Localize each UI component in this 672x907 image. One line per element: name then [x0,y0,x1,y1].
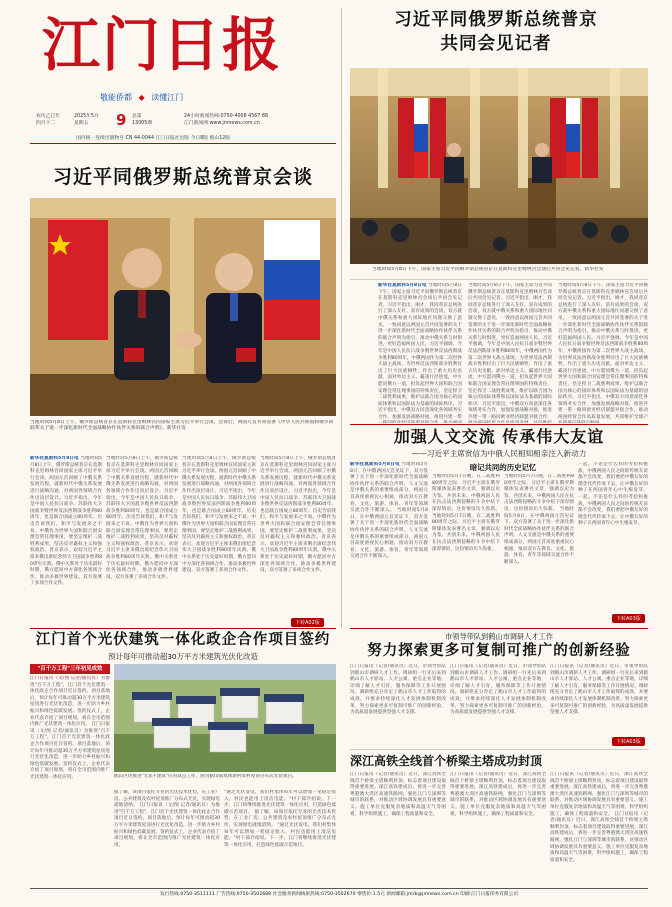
survey-story-body: 江门日报讯（记者/通讯员）近日，市领导带队到鹤山市调研人才工作。调研组一行先后来到鹤山市人才驿站、人才公寓、重点企业等地，详细了解人才引育、服务保障等工作开展情况。调研组充分肯定了鹤山市人才工作取得的成效，并要求持续深化人才发展体制机制改革，努力探索更多可复制可推广的创新经验，为高质量发展提供坚强人才支撑。 [350,664,446,716]
history-sidebar-body-col2: 当地时间5月7日晚，在二战胜利80周年之际，习近平主席在俄罗斯媒体发表署名文章，强调以史为鉴、共创未来。中俄两国人民在抗击法西斯侵略的斗争中结下深厚情谊，这份情谊历久弥新。 当地时间5月8日，在中俄两国元首见证下，双方签署了关于进一步深化新时代全面战略协作伙伴关系的联合声明。人文交流是中俄关系的重要组成部分，两国元首高度重视民心相通，推动双方在教育、文化、旅游、体育、青年等领域交流合作不断深入。 [504,474,574,565]
main-story-body-continued-2: 当地时间5月8日上午，俄罗斯总统普京在莫斯科克里姆林宫同国家主席习近平举行会谈。两国元首回顾了中俄关系发展历程，就新时代中俄关系发展进行战略沟通，对两国各领域合作作出顶层设计。习近平指出，今年是中国人民抗日战争、苏联伟大卫国战争暨世界反法西斯战争胜利80周年，也是联合国成立80周年。历史告诉我们，和平与发展来之不易。中俄作为世界大国和联合国安理会常任理事国，要坚定维护二战胜利成果，坚决反对霸权主义和强权政治。普京表示，欢迎习近平主席来俄出席纪念伟大卫国战争胜利80周年庆典。俄中关系处于历史最好时期，俄方愿同中方深化各领域合作，推动多极世界建设。双方签署了多项合作文件。 [182,456,256,574]
exchange-story-rule [350,424,648,425]
survey-story-body-col1 [350,664,446,744]
main-story-body-col4 [260,456,336,616]
history-sidebar-title: 暗记共同的历史记忆 [469,463,537,472]
issue-number: 13005期 [132,121,153,126]
press-conference-photo [350,68,648,264]
cn-line: 国内统一连续出版物号 CN 44-0044 江门日报社出版 今日8版 鹤山12版 [76,136,231,141]
exchange-story-byline: 新华社莫斯科5月8日电 [350,462,400,467]
project-story-body-col1: 江门日报讯（文/图 记者/通讯员）为推进"百千万工程"，江门首个光伏建筑一体化政企合作项目近日签约。项目落地后，预计每年可推动超30万平方米建筑屋顶进行光伏化改造，进一步助力乡村振兴和绿色低碳发展。签约仪式上，企业代表介绍了项目规划，将在全市范围内推广光伏建筑一体化应用。 江门日报讯（文/图 记者/通讯员）为推进"百千万工程"，江门首个光伏建筑一体化政企合作项目近日签约。项目落地后，预计每年可推动超30万平方米建筑屋顶进行光伏化改造，进一步助力乡村振兴和绿色低碳发展。签约仪式上，企业代表介绍了项目规划，将在全市范围内推广光伏建筑一体化应用。 [30,676,110,780]
project-story-headline: 江门首个光伏建筑一体化政企合作项目签约 [35,631,331,648]
rail-story-body-col1 [350,772,446,886]
history-sidebar [432,462,574,622]
rail-story-body-col3: 江门日报讯（记者/通讯员）近日，深江高铁全线首个桥梁主塔顺利封顶，标志着项目建设取得重要进展。深江高铁建成后，将进一步完善粤港澳大湾区高速铁路网，强化江门与深圳等城市的联系，对推动区域协调发展具有重要意义。施工单位克服复杂地质和高温天气等困难，科学组织施工，确保工程质量和安全。 江门日报讯（记者/通讯员）近日，深江高铁全线首个桥梁主塔顺利封顶，标志着项目建设取得重要进展。深江高铁建成后，将进一步完善粤港澳大湾区高速铁路网，强化江门与深圳等城市的联系，对推动区域协调发展具有重要意义。施工单位克服复杂地质和高温天气等困难，科学组织施工，确保工程质量和安全。 [550,772,648,863]
campaign-tag: "百千万工程"三年初见成效 [30,664,110,674]
slogan [100,92,183,103]
rail-story-headline: 深江高铁全线首个桥梁主塔成功封顶 [350,754,543,768]
masthead-rule [30,143,336,144]
hotline: 24小时新闻热线:0750-4008 4567 88 [184,114,269,119]
survey-story-continue-link[interactable]: 下转A03版 [612,737,645,746]
top-story-body-col1 [378,283,462,423]
main-story-body-col1 [30,456,102,622]
main-story-body-continued-3: 当地时间5月8日上午，俄罗斯总统普京在莫斯科克里姆林宫同国家主席习近平举行会谈。两国元首回顾了中俄关系发展历程，就新时代中俄关系发展进行战略沟通，对两国各领域合作作出顶层设计。习近平指出，今年是中国人民抗日战争、苏联伟大卫国战争暨世界反法西斯战争胜利80周年，也是联合国成立80周年。历史告诉我们，和平与发展来之不易。中俄作为世界大国和联合国安理会常任理事国，要坚定维护二战胜利成果，坚决反对霸权主义和强权政治。普京表示，欢迎习近平主席来俄出席纪念伟大卫国战争胜利80周年庆典。俄中关系处于历史最好时期，俄方愿同中方深化各领域合作，推动多极世界建设。双方签署了多项合作文件。 [260,456,336,574]
survey-story-body-col3: 江门日报讯（记者/通讯员）近日，市领导带队到鹤山市调研人才工作。调研组一行先后来到鹤山市人才驿站、人才公寓、重点企业等地，详细了解人才引育、服务保障等工作开展情况。调研组充分肯定了鹤山市人才工作取得的成效，并要求持续深化人才发展体制机制改革，努力探索更多可复制可推广的创新经验，为高质量发展提供坚强人才支撑。 [550,664,648,716]
exchange-story-body: 当地时间5月8日，在中俄两国元首见证下，双方签署了关于进一步深化新时代全面战略协作伙伴关系的联合声明。人文交流是中俄关系的重要组成部分，两国元首高度重视民心相通，推动双方在教育、文化、旅游、体育、青年等领域交流合作不断深入。 [350,462,428,514]
survey-story-rule [350,628,648,629]
exchange-story-subtitle: ——习近平主席赏信为中俄人民相知相亲注入新动力 [411,449,587,458]
exchange-story-continue-link[interactable]: 下转A03版 [612,614,645,623]
column-divider [341,8,342,628]
survey-story-kicker: 市领导带队到鹤山市调研人才工作 [445,632,553,641]
top-story-body-continued: 当地时间5月8日下午，国家主席习近平同俄罗斯总统普京在莫斯科克里姆林宫会谈后共同会见记者。习近平指出，刚才，我同普京总统进行了深入友好、富有成果的会谈，双方就中俄关系和重大国际地区问题交换了意见，一致同意以两国元首共同签署的关于进一步深化新时代全面战略协作伙伴关系的联合声明为指引，推动中俄关系与时俱进，更好造福两国人民。习近平强调，今年是中国人民抗日战争暨世界反法西斯战争胜利80周年，中俄两国作为第二次世界大战主战场，为世界反法西斯战争胜利付出了巨大民族牺牲，作出了重大历史贡献。面对单边主义、霸凌行径逆流，中方愿同俄方一道，担负起世界大国和联合国安理会常任理事国的特殊责任，坚定捍卫二战胜利成果，维护以联合国为核心的国际体系和以国际法为基础的国际秩序。习近平指出，中俄双方同意深化各领域务实合作，加强发展战略对接，推进共建一带一路同欧亚经济联盟对接合作， [468,283,552,420]
survey-story-body-col2: 江门日报讯（记者/通讯员）近日，市领导带队到鹤山市调研人才工作。调研组一行先后来到鹤山市人才驿站、人才公寓、重点企业等地，详细了解人才引育、服务保障等工作开展情况。调研组充分肯定了鹤山市人才工作取得的成效，并要求持续深化人才发展体制机制改革，努力探索更多可复制可推广的创新经验，为高质量发展提供坚强人才支撑。 [450,664,546,716]
exchange-story-body-col1: 新华社莫斯科5月8日电 当地时间5月8日，在中俄两国元首见证下，双方签署了关于进一步深化新时代全面战略协作伙伴关系的联合声明。人文交流是中俄关系的重要组成部分，两国元首高度重视民心相通，推动双方在教育、文化、旅游、体育、青年等领域交流合作不断深入。 当地时间5月8日，在中俄两国元首见证下，双方签署了关于进一步深化新时代全面战略协作伙伴关系的联合声明。人文交流是中俄关系的重要组成部分，两国元首高度重视民心相通，推动双方在教育、文化、旅游、体育、青年等领域交流合作不断深入。 [350,462,428,560]
solar-village-illustration [114,664,336,772]
exchange-story-body-col4: 一起。不论是什么样的考验和挑战，中俄两国人民之间的传统友谊都不会改变。我们要把中俄友好的理念代代传承下去，让中俄友好的种子在两国青年心中生根发芽。 一起。不论是什么样的考验和挑战，中俄两国人民之间的传统友谊都不会改变。我们要把中俄友好的理念代代传承下去，让中俄友好的种子在两国青年心中生根发芽。 [578,462,648,527]
top-story-body: 当地时间5月8日下午，国家主席习近平同俄罗斯总统普京在莫斯科克里姆林宫会谈后共同会见记者。习近平指出，刚才，我同普京总统进行了深入友好、富有成果的会谈，双方就中俄关系和重大国际地区问题交换了意见，一致同意以两国元首共同签署的关于进一步深化新时代全面战略协作伙伴关系的联合声明为指引，推动中俄关系与时俱进，更好造福两国人民。习近平强调，今年是中国人民抗日战争暨世界反法西斯战争胜利80周年，中俄两国作为第二次世界大战主战场，为世界反法西斯战争胜利付出了巨大民族牺牲，作出了重大历史贡献。面对单边主义、霸凌行径逆流，中方愿同俄方一道，担负起世界大国和联合国安理会常任理事国的特殊责任，坚定捍卫二战胜利成果，维护以联合国为核心的国际体系和以国际法为基础的国际秩序。习近平指出，中俄双方同意深化各领域务实合作，加强发展战略对接，推进共建一带 [378,283,462,420]
footer-info: 发行热线:0750-3511111 广告热线:0750-3502688 社会服务新闻线索热线:0750-3502670 零售价:1.5元 新闻邮箱:jmrb@jmnews.com.cn 印刷:江门日报印务有限公司 [160,892,518,897]
project-story-rule [30,628,336,629]
day-number: 9 [116,111,127,129]
slogan-right: 读懂江门 [151,93,184,102]
main-story-body-col3 [182,456,256,622]
rail-story-body: 江门日报讯（记者/通讯员）近日，深江高铁全线首个桥梁主塔顺利封顶，标志着项目建设取得重要进展。深江高铁建成后，将进一步完善粤港澳大湾区高速铁路网，强化江门与深圳等城市的联系，对推动区域协调发展具有重要意义。施工单位克服复杂地质和高温天气等困难，科学组织施工，确保工程质量和安全。 [350,772,446,817]
main-story-body-col2 [106,456,178,622]
main-story-byline: 新华社莫斯科5月8日电 [30,456,79,461]
lunar-day: 四月十二 [36,121,56,126]
handshake-illustration [30,198,336,416]
top-photo-caption: 当地时间5月8日下午，国家主席习近平同俄罗斯总统普京在莫斯科克里姆林宫会谈后共同会见记者。新华社发 [372,267,604,272]
press-conference-illustration [350,68,648,264]
main-story-body-continued: 当地时间5月8日上午，俄罗斯总统普京在莫斯科克里姆林宫同国家主席习近平举行会谈。两国元首回顾了中俄关系发展历程，就新时代中俄关系发展进行战略沟通，对两国各领域合作作出顶层设计。习近平指出，今年是中国人民抗日战争、苏联伟大卫国战争暨世界反法西斯战争胜利80周年，也是联合国成立80周年。历史告诉我们，和平与发展来之不易。中俄作为世界大国和联合国安理会常任理事国，要坚定维护二战胜利成果，坚决反对霸权主义和强权政治。普京表示，欢迎习近平主席来俄出席纪念伟大卫国战争胜利80周年庆典。俄中关系处于历史最好时期，俄方愿同中方深化各领域合作，推动多极世界建设。双方签署了多项合作文件。 [106,456,178,580]
rail-story-rule [350,749,648,750]
history-sidebar-body-col1: 当地时间5月7日晚，在二战胜利80周年之际，习近平主席在俄罗斯媒体发表署名文章，强调以史为鉴、共创未来。中俄两国人民在抗击法西斯侵略的斗争中结下深厚情谊，这份情谊历久弥新。 当地时间5月7日晚，在二战胜利80周年之际，习近平主席在俄罗斯媒体发表署名文章，强调以史为鉴、共创未来。中俄两国人民在抗击法西斯侵略的斗争中结下深厚情谊，这份情谊历久弥新。 [432,474,500,552]
solar-photo-caption: 鹤山区块推进"光伏+建筑"应用试点工作，图为鹤山镇集体新村农村屋顶分布式光伏项目。 [114,774,297,779]
project-story-body-col2: 据了解，该项目依托专业的光伏技术优势，在工业厂房、公共建筑及农村屋顶推广分布式光伏，实现绿电就地消纳。 江门日报讯（文/图 记者/通讯员）为推进"百千万工程"，江门首个光伏建筑一体化政企合作项目近日签约。项目落地后，预计每年可推动超30万平方米建筑屋顶进行光伏化改造，进一步助力乡村振兴和绿色低碳发展。签约仪式上，企业代表介绍了项目规划，将在全市范围内推广光伏建筑一体化应用。 [114,790,220,848]
top-story-byline: 新华社莫斯科5月8日电 [378,283,427,288]
top-story-rule [350,279,648,280]
project-story-subtitle: 预计每年可推动超30万平方米建筑光伏化改造 [108,652,258,661]
weekday: 星期五 [74,121,89,126]
top-story-headline: 习近平同俄罗斯总统普京 共同会见记者 [394,10,598,54]
website: 江门新闻网 www.jmnews.com.cn [184,121,260,126]
date-info [36,111,282,131]
newspaper-title: 江门日报 [42,11,283,79]
top-story-body-col3 [558,283,648,423]
slogan-separator-icon: ◆ [138,93,145,102]
main-story-continue-link[interactable]: 下转A02版 [291,618,324,627]
date: 2025年5月 [74,114,99,119]
top-story-body-continued-2: 当地时间5月8日下午，国家主席习近平同俄罗斯总统普京在莫斯科克里姆林宫会谈后共同会见记者。习近平指出，刚才，我同普京总统进行了深入友好、富有成果的会谈，双方就中俄关系和重大国际地区问题交换了意见，一致同意以两国元首共同签署的关于进一步深化新时代全面战略协作伙伴关系的联合声明为指引，推动中俄关系与时俱进，更好造福两国人民。习近平强调，今年是中国人民抗日战争暨世界反法西斯战争胜利80周年，中俄两国作为第二次世界大战主战场，为世界反法西斯战争胜利付出了巨大民族牺牲，作出了重大历史贡献。面对单边主义、霸凌行径逆流，中方愿同俄方一道，担负起世界大国和联合国安理会常任理事国的特殊责任，坚定捍卫二战胜利成果，维护以联合国为核心的国际体系和以国际法为基础的国际秩序。习近平指出，中俄双方同意深化各领域务实合作，加强发展战略对接，推进共建一带一路同欧亚经济联盟对接合作，推动两国经贸合作高质量发展，共同维护全球产 [558,283,648,420]
footer-rule [30,888,648,889]
lunar-year: 农历乙巳年 [36,114,60,119]
solar-village-photo [114,664,336,772]
slogan-left: 敬能侨都 [100,93,132,102]
main-story-body: 当地时间5月8日上午，俄罗斯总统普京在莫斯科克里姆林宫同国家主席习近平举行会谈。两国元首回顾了中俄关系发展历程，就新时代中俄关系发展进行战略沟通，对两国各领域合作作出顶层设计。习近平指出，今年是中国人民抗日战争、苏联伟大卫国战争暨世界反法西斯战争胜利80周年，也是联合国成立80周年。历史告诉我们，和平与发展来之不易。中俄作为世界大国和联合国安理会常任理事国，要坚定维护二战胜利成果，坚决反对霸权主义和强权政治。普京表示，欢迎习近平主席来俄出席纪念伟大卫国战争胜利80周年庆典。俄中关系处于历史最好时期，俄方愿同中方深化各领域合作，推动多极世界建设。双方签署了多项合作文件。 [30,456,102,587]
main-story-headline: 习近平同俄罗斯总统普京会谈 [52,166,313,188]
project-story-body: 江门日报讯（文/图 记者/通讯员）为推进"百千万工程"，江门首个光伏建筑一体化政企合作项目近日签约。项目落地后，预计每年可推动超30万平方米建筑屋顶进行光伏化改造，进一步助力乡村振兴和绿色低碳发展。签约仪式上，企业代表介绍了项目规划，将在全市范围内推广光伏建筑一体化应用。 [30,676,110,728]
rail-story-body-col2: 江门日报讯（记者/通讯员）近日，深江高铁全线首个桥梁主塔顺利封顶，标志着项目建设取得重要进展。深江高铁建成后，将进一步完善粤港澳大湾区高速铁路网，强化江门与深圳等城市的联系，对推动区域协调发展具有重要意义。施工单位克服复杂地质和高温天气等困难，科学组织施工，确保工程质量和安全。 [450,772,546,817]
handshake-photo [30,198,336,416]
exchange-story-headline: 加强人文交流 传承伟大友谊 [393,427,605,446]
survey-story-headline: 努力探索更多可复制可推广的创新经验 [367,642,631,659]
main-photo-caption: 当地时间5月8日上午，俄罗斯总统普京在莫斯科克里姆林宫同国家主席习近平举行会谈。会谈后，两国元首共同签署《中华人民共和国和俄罗斯联邦关于进一步深化新时代全面战略协作伙伴关系的联合声明》。新华社发 [30,420,334,432]
project-story-body-col3: "通过光伏发电，我们村集体每年可以增加一笔稳定收入，村民也能用上清洁电能。"村干部介绍说。下一步，江门将继续推进光伏建筑一体化应用，打造绿色低碳示范项目。 据了解，该项目依托专业的光伏技术优势，在工业厂房、公共建筑及农村屋顶推广分布式光伏，实现绿电就地消纳。 "通过光伏发电，我们村集体每年可以增加一笔稳定收入，村民也能用上清洁电能。"村干部介绍说。下一步，江门将继续推进光伏建筑一体化应用，打造绿色低碳示范项目。 [224,790,336,848]
issue-label: 总第 [132,114,142,119]
top-story-body-col2 [468,283,552,423]
